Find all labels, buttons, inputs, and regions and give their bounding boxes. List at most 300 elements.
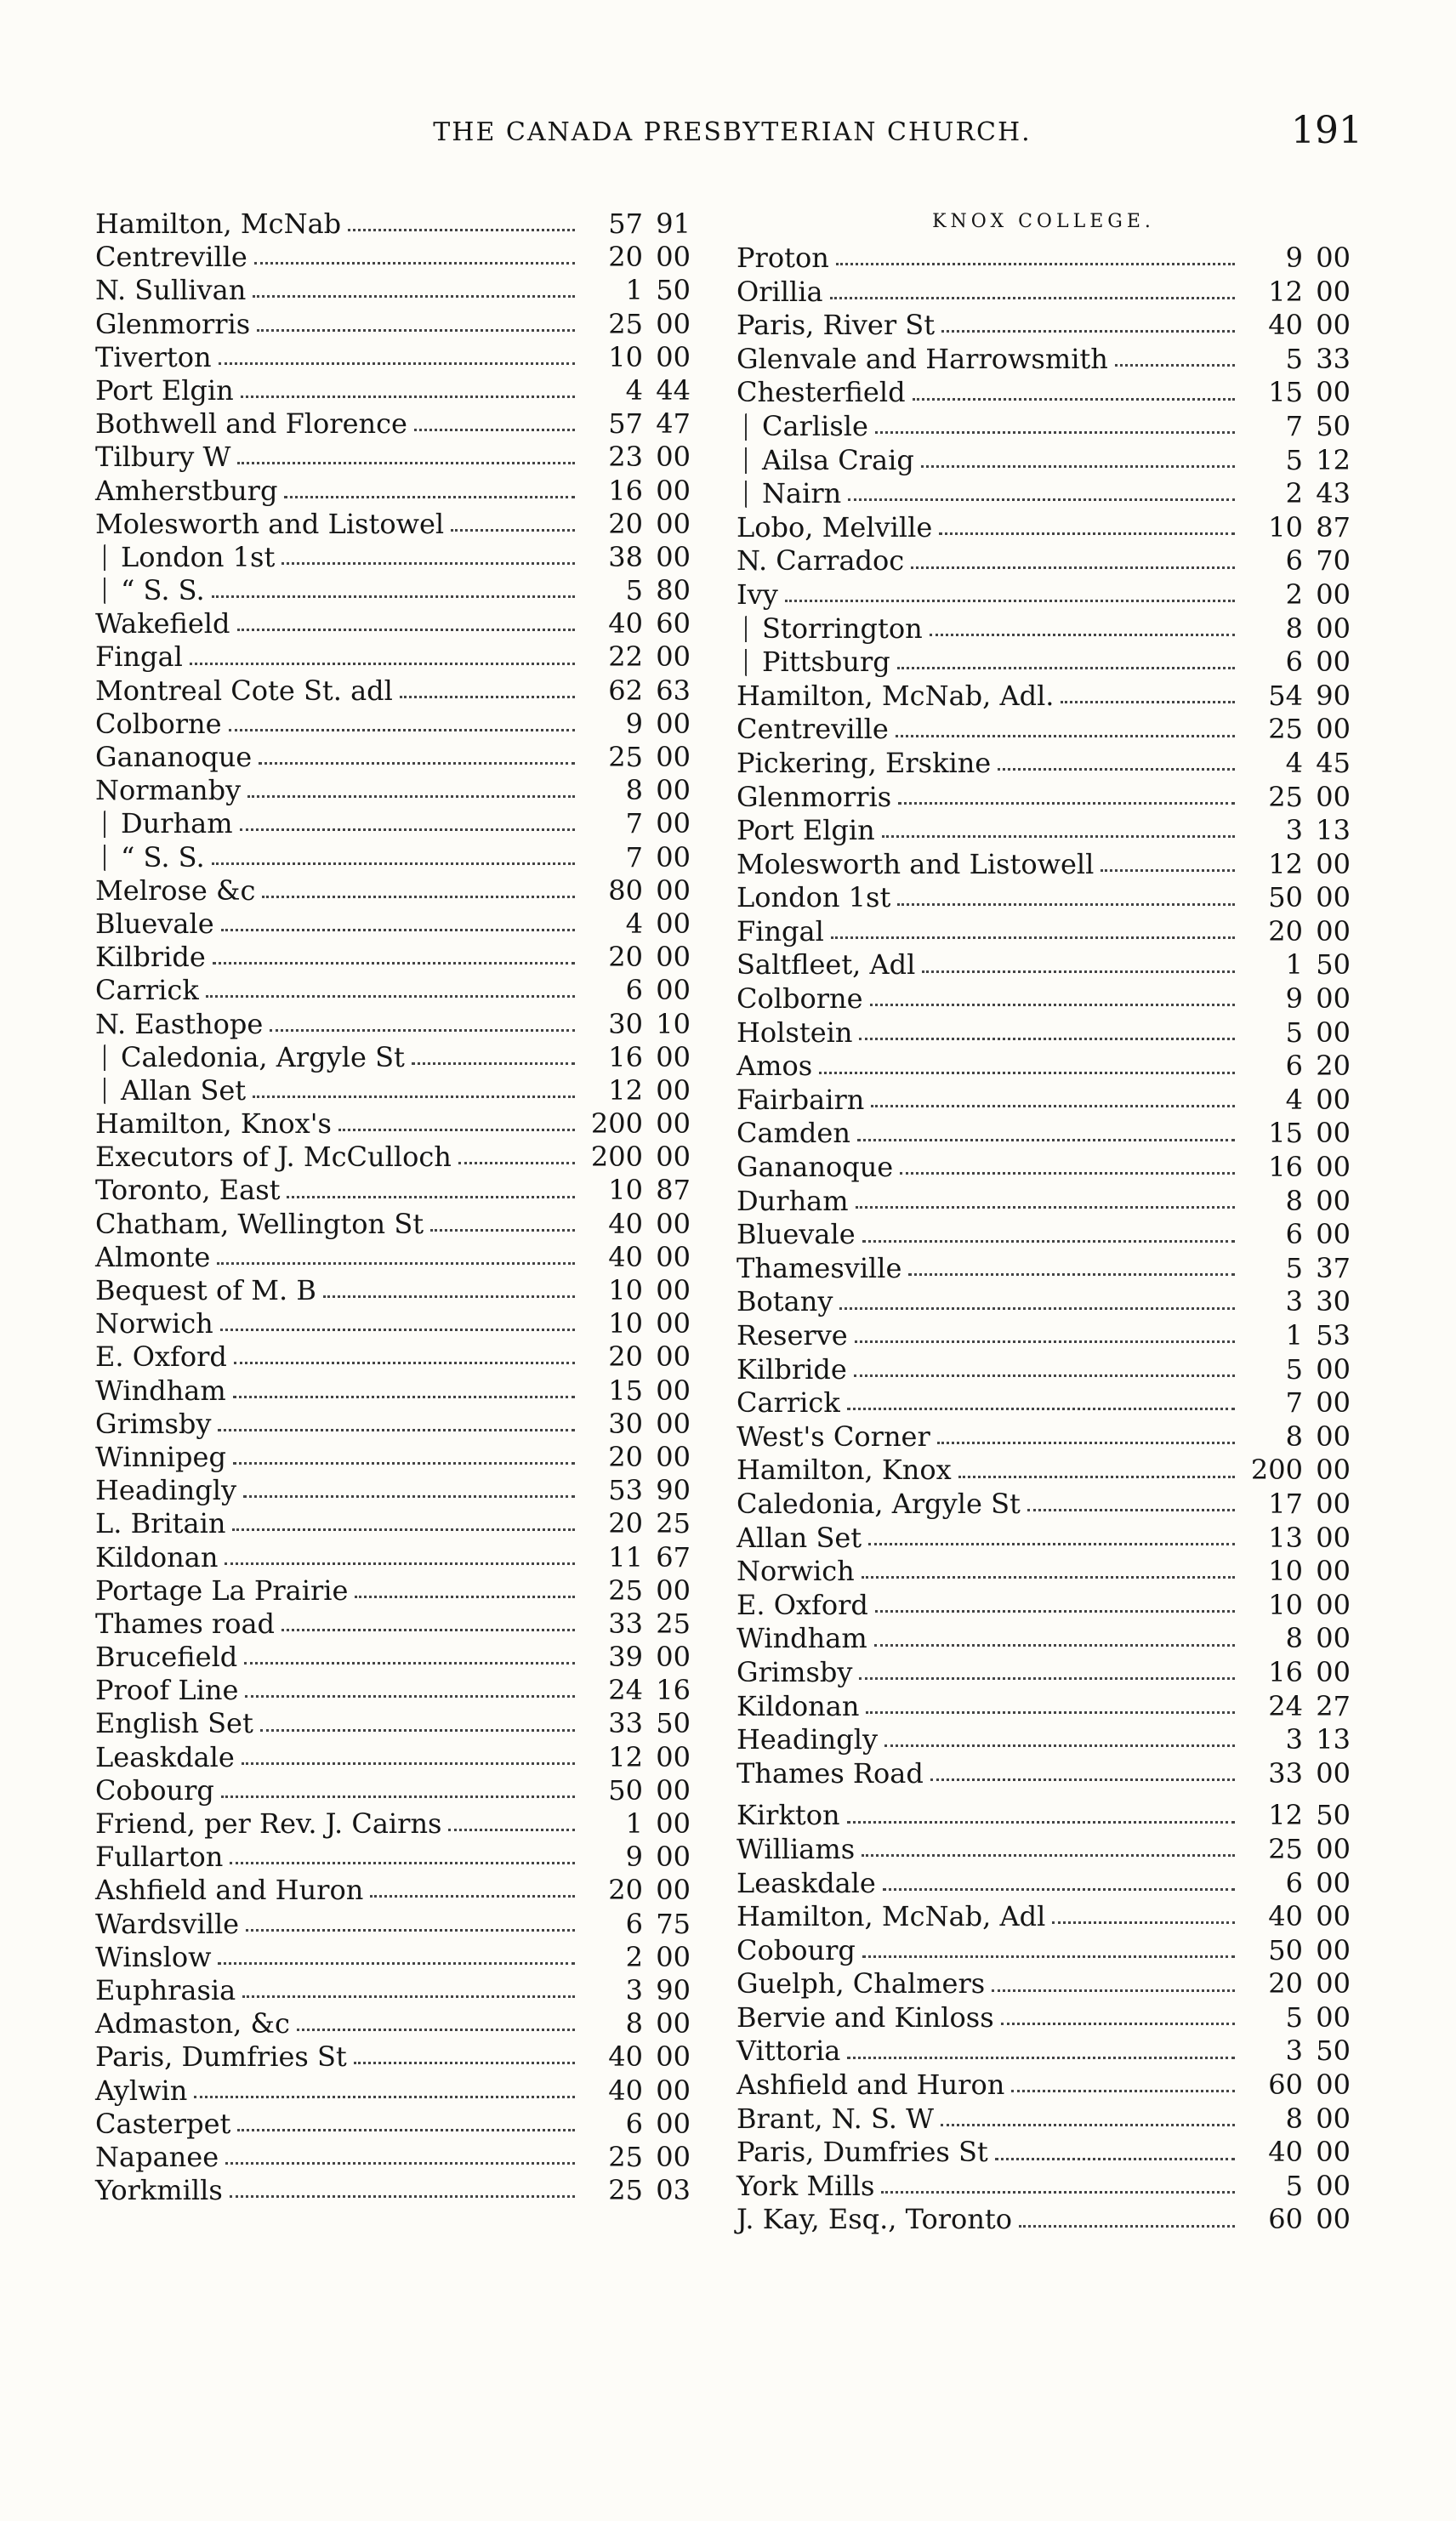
ledger-row — [95, 1041, 691, 1074]
ledger-row — [737, 1867, 1351, 1901]
amount-cents: 91 — [656, 208, 691, 240]
dot-leader — [217, 1250, 575, 1265]
amount-cents: 00 — [1316, 1588, 1351, 1621]
dot-leader — [941, 318, 1235, 333]
ledger-row — [737, 2034, 1351, 2069]
dot-leader — [287, 1184, 575, 1198]
dot-leader — [400, 684, 575, 698]
congregation-name: Paris, River St — [737, 309, 936, 342]
amount-dollars: 30 — [608, 1407, 643, 1440]
dot-leader — [874, 1632, 1235, 1647]
amount-cents: 90 — [1316, 679, 1351, 712]
congregation-name: Ailsa Craig — [762, 443, 914, 476]
ledger-row — [737, 1723, 1351, 1757]
congregation-name: West's Corner — [737, 1420, 930, 1453]
amount-dollars: 33 — [608, 1607, 643, 1640]
ledger-row — [737, 781, 1351, 815]
amount-cents: 00 — [656, 707, 691, 740]
dot-leader — [212, 851, 575, 865]
dot-leader — [857, 1127, 1235, 1141]
amount-dollars: 39 — [608, 1641, 643, 1674]
congregation-name: Leaskdale — [737, 1866, 876, 1899]
amount-dollars: 4 — [625, 907, 643, 940]
dot-leader — [998, 756, 1235, 771]
amount-cents: 00 — [656, 941, 691, 974]
dot-leader — [242, 1750, 575, 1765]
ledger-row — [737, 1690, 1351, 1724]
dot-leader — [848, 487, 1235, 501]
ledger-row — [95, 741, 691, 774]
amount-dollars: 5 — [1285, 342, 1303, 375]
amount-dollars: 6 — [625, 1907, 643, 1940]
amount-cents: 25 — [656, 1607, 691, 1640]
congregation-name: Admaston, &c — [95, 2007, 290, 2040]
amount-cents: 00 — [656, 1773, 691, 1807]
amount-cents: 00 — [656, 307, 691, 340]
congregation-name: Executors of J. McCulloch — [95, 1141, 452, 1174]
amount-cents: 00 — [1316, 2069, 1351, 2102]
dot-leader — [1052, 1909, 1235, 1924]
congregation-name: Melrose &c — [95, 874, 256, 907]
amount-dollars: 62 — [608, 674, 643, 707]
congregation-name: Windham — [95, 1374, 226, 1407]
amount-cents: 00 — [1316, 1016, 1351, 1049]
ledger-row — [95, 1908, 691, 1941]
congregation-name: Montreal Cote St. adl — [95, 674, 393, 707]
ledger-row — [95, 1774, 691, 1807]
amount-cents: 00 — [656, 1340, 691, 1374]
dot-leader — [831, 925, 1235, 939]
amount-dollars: 20 — [1268, 914, 1303, 948]
dot-leader — [323, 1283, 575, 1298]
dot-leader — [868, 1531, 1235, 1545]
amount-dollars: 50 — [1268, 881, 1303, 914]
ledger-row — [95, 1707, 691, 1740]
dot-leader — [213, 950, 575, 965]
ledger-row — [737, 2103, 1351, 2137]
congregation-name: Chesterfield — [737, 376, 906, 409]
dot-leader — [230, 1850, 575, 1864]
dot-leader — [871, 1093, 1235, 1107]
congregation-name: Nairn — [762, 477, 842, 510]
ledger-row — [737, 1900, 1351, 1934]
amount-dollars: 5 — [1285, 1016, 1303, 1049]
amount-cents: 70 — [1316, 544, 1351, 578]
amount-dollars: 5 — [1285, 1251, 1303, 1284]
amount-cents: 00 — [1316, 1184, 1351, 1217]
ledger-row — [95, 2108, 691, 2141]
dot-leader — [284, 484, 575, 498]
congregation-name: Carrick — [737, 1386, 840, 1420]
ledger-row — [95, 1208, 691, 1241]
dot-leader — [819, 1060, 1235, 1074]
congregation-name: Normanby — [95, 774, 242, 807]
amount-cents: 00 — [1316, 1933, 1351, 1966]
dot-leader — [930, 622, 1235, 636]
amount-dollars: 25 — [1268, 713, 1303, 746]
amount-dollars: 40 — [608, 2040, 643, 2074]
congregation-name: Tilbury W — [95, 441, 231, 474]
amount-dollars: 8 — [1285, 1420, 1303, 1453]
amount-cents: 00 — [1316, 1487, 1351, 1520]
amount-dollars: 12 — [1268, 1799, 1303, 1832]
dot-leader — [225, 1551, 575, 1565]
congregation-name: Pickering, Erskine — [737, 746, 992, 779]
dot-leader — [911, 555, 1235, 569]
amount-cents: 00 — [656, 774, 691, 807]
congregation-name: Thames Road — [737, 1756, 924, 1790]
congregation-name: Toronto, East — [95, 1174, 281, 1207]
amount-cents: 45 — [1316, 746, 1351, 779]
amount-dollars: 12 — [608, 1073, 643, 1107]
amount-cents: 00 — [1316, 1218, 1351, 1251]
ledger-row — [95, 407, 691, 441]
amount-dollars: 8 — [625, 774, 643, 807]
dot-leader — [246, 1917, 575, 1932]
ledger-row — [737, 814, 1351, 848]
amount-cents: 00 — [1316, 1622, 1351, 1655]
amount-dollars: 25 — [1268, 780, 1303, 813]
ledger-row — [737, 410, 1351, 444]
dot-leader — [941, 2112, 1235, 2126]
dot-leader — [221, 917, 575, 931]
ledger-row — [95, 1307, 691, 1340]
dot-leader — [1027, 1497, 1235, 1511]
amount-cents: 00 — [656, 1073, 691, 1107]
amount-cents: 16 — [656, 1674, 691, 1707]
congregation-name: Bequest of M. B — [95, 1274, 316, 1306]
ledger-row — [95, 541, 691, 574]
dot-leader — [921, 453, 1235, 468]
amount-dollars: 12 — [1268, 847, 1303, 880]
amount-dollars: 2 — [1285, 578, 1303, 611]
dot-leader — [830, 285, 1235, 299]
congregation-name: Carrick — [95, 974, 199, 1007]
ledger-row — [95, 941, 691, 974]
amount-cents: 00 — [656, 1940, 691, 1973]
dot-leader — [245, 1683, 575, 1698]
congregation-name: Fingal — [95, 640, 183, 674]
amount-dollars: 200 — [590, 1141, 643, 1174]
ledger-row — [737, 713, 1351, 747]
amount-dollars: 200 — [590, 1107, 643, 1141]
congregation-name: Cobourg — [737, 1933, 856, 1966]
congregation-name: Paris, Dumfries St — [95, 2040, 347, 2074]
congregation-name: Molesworth and Listowell — [737, 847, 1095, 880]
amount-cents: 50 — [656, 1707, 691, 1740]
amount-cents: 00 — [656, 1874, 691, 1907]
ledger-row — [737, 1252, 1351, 1286]
dot-leader — [883, 1876, 1235, 1891]
dot-leader — [937, 1430, 1235, 1444]
ledger-row — [737, 747, 1351, 781]
right-column — [737, 208, 1351, 2237]
ledger-row — [95, 908, 691, 941]
page-number: 191 — [1291, 109, 1362, 152]
amount-dollars: 8 — [1285, 2102, 1303, 2135]
amount-cents: 00 — [1316, 1454, 1351, 1487]
amount-dollars: 200 — [1250, 1454, 1303, 1487]
amount-cents: 00 — [1316, 2136, 1351, 2169]
amount-dollars: 50 — [1268, 1933, 1303, 1966]
dot-leader — [297, 2017, 575, 2031]
congregation-name: Port Elgin — [737, 814, 875, 847]
amount-cents: 00 — [1316, 1151, 1351, 1184]
amount-dollars: 7 — [1285, 1386, 1303, 1420]
congregation-name: E. Oxford — [95, 1340, 227, 1374]
amount-cents: 00 — [656, 974, 691, 1007]
congregation-name: Lobo, Melville — [737, 510, 933, 543]
amount-dollars: 3 — [1285, 1723, 1303, 1756]
amount-cents: 10 — [656, 1007, 691, 1040]
amount-dollars: 50 — [608, 1773, 643, 1807]
ledger-row — [737, 1319, 1351, 1353]
amount-dollars: 7 — [625, 840, 643, 874]
congregation-name: Fingal — [737, 914, 824, 948]
dot-leader — [259, 750, 575, 765]
amount-dollars: 40 — [608, 2074, 643, 2107]
congregation-name: Grimsby — [95, 1407, 212, 1440]
amount-cents: 00 — [1316, 1555, 1351, 1588]
dot-leader — [1019, 2213, 1235, 2228]
amount-cents: 30 — [1316, 1285, 1351, 1318]
amount-dollars: 54 — [1268, 679, 1303, 712]
amount-cents: 00 — [1316, 881, 1351, 914]
congregation-name: Aylwin — [95, 2074, 188, 2107]
dot-leader — [220, 1317, 575, 1331]
amount-dollars: 8 — [1285, 612, 1303, 645]
congregation-name: Caledonia, Argyle St — [121, 1040, 405, 1073]
dot-leader — [875, 419, 1235, 434]
amount-cents: 00 — [656, 340, 691, 373]
congregation-name: Pittsburg — [762, 646, 890, 679]
amount-cents: 25 — [656, 1507, 691, 1540]
ledger-row — [95, 1974, 691, 2007]
amount-cents: 33 — [1316, 342, 1351, 375]
congregation-name: Euphrasia — [95, 1973, 236, 2006]
congregation-name: Vittoria — [737, 2034, 841, 2068]
congregation-name: Ivy — [737, 578, 778, 611]
congregation-name: Winnipeg — [95, 1440, 226, 1473]
congregation-name: Gananoque — [95, 741, 253, 773]
amount-dollars: 25 — [608, 2174, 643, 2207]
dot-leader — [244, 1650, 575, 1665]
dot-leader — [862, 1842, 1235, 1857]
congregation-name: Portage La Prairie — [95, 1573, 349, 1607]
amount-cents: 00 — [1316, 1386, 1351, 1420]
ledger-row — [95, 1107, 691, 1141]
dot-leader — [862, 1228, 1235, 1243]
amount-dollars: 10 — [608, 1307, 643, 1340]
dot-leader — [254, 250, 575, 265]
amount-cents: 90 — [656, 1973, 691, 2006]
congregation-name: Bluevale — [95, 907, 214, 940]
ledger-row — [737, 1185, 1351, 1219]
ledger-row — [737, 343, 1351, 377]
dot-leader — [458, 1150, 575, 1164]
dot-leader — [237, 617, 575, 631]
amount-cents: 00 — [1316, 1655, 1351, 1688]
congregation-name: Hamilton, McNab, Adl. — [737, 679, 1055, 712]
dot-leader — [908, 1261, 1235, 1276]
amount-dollars: 57 — [608, 208, 643, 240]
amount-dollars: 57 — [608, 407, 643, 441]
amount-dollars: 20 — [608, 1874, 643, 1907]
congregation-name: Reserve — [737, 1319, 848, 1352]
amount-cents: 00 — [656, 874, 691, 907]
amount-cents: 60 — [656, 607, 691, 640]
amount-cents: 00 — [656, 2107, 691, 2140]
dot-leader — [1011, 2078, 1235, 2092]
amount-cents: 00 — [1316, 1900, 1351, 1933]
amount-cents: 00 — [1316, 2000, 1351, 2034]
ledger-row — [95, 2007, 691, 2040]
ledger-row — [95, 1408, 691, 1441]
amount-cents: 00 — [1316, 780, 1351, 813]
ledger-row — [95, 1340, 691, 1374]
ledger-row — [737, 1833, 1351, 1867]
dot-leader — [897, 891, 1235, 906]
dot-leader — [412, 1050, 575, 1065]
congregation-name: Orillia — [737, 275, 823, 308]
amount-cents: 20 — [1316, 1050, 1351, 1083]
amount-dollars: 1 — [625, 1807, 643, 1840]
dot-leader — [338, 1117, 575, 1131]
section-heading-knox-college: KNOX COLLEGE. — [932, 211, 1155, 232]
congregation-name: London 1st — [121, 540, 276, 573]
dot-leader — [430, 1217, 575, 1232]
ledger-row — [737, 1522, 1351, 1556]
amount-cents: 00 — [1316, 1083, 1351, 1116]
amount-dollars: 4 — [1285, 1083, 1303, 1116]
amount-dollars: 33 — [608, 1707, 643, 1740]
amount-dollars: 9 — [1285, 242, 1303, 274]
amount-dollars: 24 — [1268, 1689, 1303, 1722]
amount-cents: 13 — [1316, 1723, 1351, 1756]
amount-dollars: 22 — [608, 640, 643, 674]
ledger-row — [95, 574, 691, 607]
congregation-name: Friend, per Rev. J. Cairns — [95, 1807, 442, 1840]
amount-cents: 00 — [656, 474, 691, 507]
amount-cents: 00 — [656, 1740, 691, 1773]
congregation-name: Kilbride — [95, 941, 206, 974]
dot-leader — [241, 384, 575, 398]
amount-cents: 00 — [656, 741, 691, 773]
congregation-name: Cobourg — [95, 1773, 214, 1807]
amount-dollars: 6 — [1285, 1218, 1303, 1251]
amount-cents: 27 — [1316, 1689, 1351, 1722]
congregation-name: N. Carradoc — [737, 544, 905, 578]
congregation-name: Colborne — [95, 707, 222, 740]
congregation-name: Proton — [737, 242, 829, 274]
congregation-name: Thames road — [95, 1607, 276, 1640]
amount-dollars: 53 — [608, 1474, 643, 1507]
amount-cents: 00 — [656, 441, 691, 474]
congregation-name: Almonte — [95, 1240, 211, 1273]
amount-cents: 00 — [656, 241, 691, 274]
congregation-name: Napanee — [95, 2140, 219, 2173]
dot-leader — [230, 2183, 575, 2198]
ledger-row — [95, 1541, 691, 1574]
amount-dollars: 25 — [608, 1573, 643, 1607]
amount-cents: 43 — [1316, 477, 1351, 510]
dot-leader — [270, 1017, 575, 1032]
amount-cents: 00 — [1316, 1521, 1351, 1554]
congregation-name: Glenvale and Harrowsmith — [737, 342, 1108, 375]
amount-dollars: 6 — [625, 974, 643, 1007]
amount-dollars: 9 — [1285, 982, 1303, 1016]
amount-cents: 00 — [656, 640, 691, 674]
amount-dollars: 6 — [1285, 1050, 1303, 1083]
ledger-row — [737, 1757, 1351, 1791]
ledger-row — [737, 1420, 1351, 1454]
dot-leader — [1061, 689, 1235, 703]
amount-cents: 00 — [656, 807, 691, 840]
congregation-name: Gananoque — [737, 1151, 894, 1184]
amount-dollars: 3 — [1285, 814, 1303, 847]
amount-dollars: 10 — [608, 340, 643, 373]
congregation-name: Headingly — [95, 1474, 237, 1507]
dot-leader — [282, 1617, 575, 1631]
amount-cents: 90 — [656, 1474, 691, 1507]
amount-cents: 00 — [656, 1274, 691, 1306]
amount-dollars: 25 — [608, 2140, 643, 2173]
amount-dollars: 1 — [625, 274, 643, 307]
ledger-row — [95, 1141, 691, 1174]
dot-leader — [190, 651, 575, 665]
dot-leader — [847, 1396, 1235, 1410]
dot-leader — [884, 1733, 1235, 1747]
congregation-name: Bothwell and Florence — [95, 407, 407, 441]
congregation-name: Fairbairn — [737, 1083, 865, 1116]
ledger-row — [95, 640, 691, 674]
amount-cents: 00 — [1316, 1866, 1351, 1899]
congregation-name: Ashfield and Huron — [95, 1874, 364, 1907]
ledger-row — [95, 974, 691, 1007]
amount-cents: 13 — [1316, 814, 1351, 847]
congregation-name: Casterpet — [95, 2107, 231, 2140]
amount-dollars: 5 — [625, 574, 643, 607]
ledger-row — [95, 1807, 691, 1841]
congregation-name: Chatham, Wellington St — [95, 1207, 424, 1240]
amount-dollars: 5 — [1285, 2169, 1303, 2202]
amount-dollars: 10 — [1268, 1588, 1303, 1621]
amount-cents: 44 — [656, 373, 691, 407]
amount-dollars: 60 — [1268, 2203, 1303, 2236]
dot-leader — [1115, 352, 1235, 367]
congregation-name: Norwich — [737, 1555, 855, 1588]
amount-dollars: 17 — [1268, 1487, 1303, 1520]
ledger-row — [737, 1656, 1351, 1690]
ledger-row — [737, 242, 1351, 276]
dot-leader — [221, 1784, 575, 1798]
dot-leader — [785, 588, 1235, 602]
dot-leader — [854, 1363, 1235, 1377]
amount-cents: 00 — [656, 1841, 691, 1874]
amount-dollars: 25 — [608, 741, 643, 773]
ledger-row — [737, 1016, 1351, 1050]
amount-cents: 80 — [656, 574, 691, 607]
amount-dollars: 5 — [1285, 443, 1303, 476]
dot-leader — [237, 2117, 575, 2131]
amount-dollars: 20 — [608, 241, 643, 274]
ledger-row — [737, 948, 1351, 982]
congregation-name: Amherstburg — [95, 474, 278, 507]
amount-cents: 00 — [656, 2040, 691, 2074]
amount-cents: 00 — [1316, 309, 1351, 342]
ledger-row — [95, 1241, 691, 1274]
dot-leader — [282, 550, 575, 565]
